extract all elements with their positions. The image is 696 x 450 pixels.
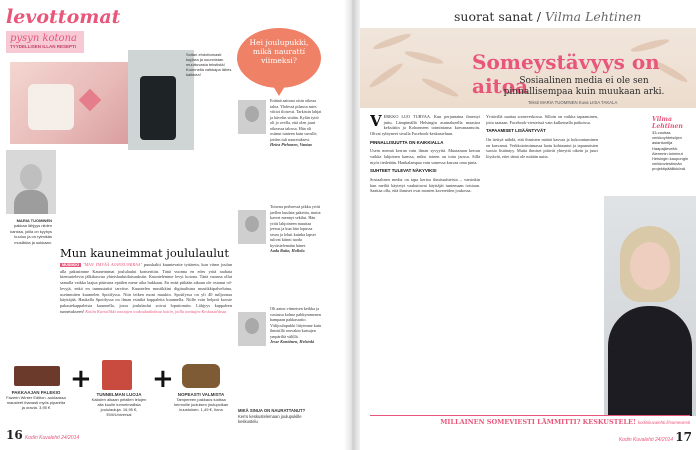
article-headline: Someystävyys on aitoa [472, 50, 660, 98]
mug-photo [10, 62, 130, 144]
subheading: SUHTEET TULEVAT NÄKYVIKSI [370, 168, 437, 174]
phone-photo [128, 50, 194, 150]
paragraph: Sosiaalinen media on tapa kertoa ihmissuhteista – varsinkin kun meiltä käytetyt vaakuttavat käyttäjät tuntemaan toisiaan. Saattaa olla, että ihmiset ovat monien kavereiden joukossa. [370, 176, 480, 194]
discussion-banner [370, 415, 690, 429]
article-body [60, 262, 232, 314]
paragraph: Usein mennä kerran vain ilman syvyyttä. Muutaman kerran vaikka lahjoinen kanssa, miksi toinen on totta jaossa. Sillä myös tiedetään. Hankalampaa vain somessa kasvaa oma pinta. [370, 148, 480, 165]
author-portrait [6, 150, 56, 214]
phone-caption: Soitan ehdottomasti kupista ja suunnistan muuttuvasta tekstistä! Kuunnella vaikkapa lähes kaikkea! [186, 52, 232, 77]
byline: Teksti MARIA TUOMINEN Kuva LIISA TAKALA [528, 100, 618, 105]
cd-cover-icon [102, 360, 132, 390]
author-blurb: pakkaa lähjyys niiden kanssa, joilla on kyyhys kuuluu ja on rytmikäs musiikkia ja sukkaan. [10, 223, 52, 245]
quote-1 [270, 98, 322, 148]
quote-footer [238, 408, 322, 425]
quote-text: Toisena perheessä pikku yritti jaellen kuulata pakettia, mutta kaveri mennyt sekilui. Hän yritti lahjoineen muuttaa jeesus ja kun hän lopussa seura ja leluit kuinka lapset tulivat kiinni tuoda hyvästelemään hänet. [270, 204, 321, 248]
left-footer [6, 428, 79, 442]
product-title: NOPEASTI VALMISTA [177, 392, 225, 397]
author-name: MARIA TUOMINEN [16, 218, 52, 223]
quote-signature: Jesse Konttinen, Helsinki [270, 339, 315, 344]
kicker-link[interactable]: "MAN YMVÄÄ AJANNUNKRAA" [82, 262, 143, 267]
text-column-1 [370, 114, 480, 412]
product-cd [88, 360, 150, 424]
interviewee-name: Vilma Lehtinen [652, 116, 683, 130]
banner-cta[interactable]: KESKUSTELE! [582, 418, 636, 426]
article-subhead: Sosiaalinen media ei ole sen pinnallisempaa kuin muukaan arki. [503, 76, 665, 97]
page-number: 17 [675, 430, 692, 444]
quote-avatar [238, 312, 266, 346]
quote-footer-text: Kerro keskustelemaan joulupukille keskustelu [238, 413, 302, 425]
product-text: Kakkien aikaan pelailen lelujen alla kuulle tunnelmallisia joululauluja. 16,95 €, EMI/Universal [91, 397, 147, 417]
subheading: TAPAAMISET LISÄÄNTYVÄT [486, 128, 546, 134]
left-page [0, 0, 234, 450]
banner-question: MILLAINEN SOMEVIESTI LÄMMITTI? [440, 418, 581, 426]
portrait-body [14, 190, 48, 214]
quote-signature: Heinz Pirhonen, Vantaa [270, 142, 312, 147]
magazine-name: Kodin Kuvalehti 24/2014 [618, 437, 674, 443]
quote-avatar [238, 210, 266, 244]
body-link[interactable]: Kotiin Kaviollikki tonttujen toukoukaikohtuu kotiin, joilla tonttujen KeskustaVasta [85, 308, 227, 314]
article-headline: Mun kauneimmat joululaulut [60, 246, 229, 260]
text-column-2 [486, 114, 598, 412]
paragraph: On tiettyä nähdä, että ihmisten määrä kasvaa ja kokoontuminen on kasvanut. Verkkotoiminnassa laatu kohtaantui ja tapaamisten suosio lisääntyy. Mutta ihmiset pitävät yhteyttä oikein ja juuri löytävät, ettei tämä ole mitään uutta. [486, 136, 598, 159]
snack-pack-icon [182, 364, 220, 388]
drop-cap: V [370, 114, 382, 130]
interviewee-tag [652, 116, 692, 172]
chocolate-bar-icon [14, 366, 60, 386]
column-interviewee: Vilma Lehtinen [544, 9, 642, 24]
page-gutter [344, 0, 360, 450]
right-page [360, 0, 696, 450]
quote-avatar [238, 100, 266, 134]
magazine-name: Kodin Kuvalehti 24/2014 [24, 435, 80, 441]
quote-text: Oli aaton viimeisen keikka ja vastassa kolme pahkymmenen hampaan pakkasraito. Välijoulupukki liityimme kuin ihmisillä rouvakin kutsujen ympäriltä välillä. [270, 306, 322, 339]
plus-icon: + [152, 364, 174, 394]
plus-icon: + [70, 364, 92, 394]
product-strip [6, 360, 232, 424]
product-text: Fazerin Winter Edition -suklaassa mausteet ihanasti myös pipareita ja oravia. 3,95 € [6, 395, 66, 410]
quote-signature: Aada Raita, Hollola [270, 248, 305, 253]
product-snack [170, 360, 232, 424]
smartphone-icon [140, 76, 176, 140]
quote-column [234, 0, 326, 450]
product-text: Tampereen pakkaus tuottaa hermoille jouluisen joulupolkan kuustoisen. 1,49 €, Ilona [173, 397, 229, 412]
product-chocolate [6, 360, 66, 424]
column-title: suorat sanat [454, 9, 533, 24]
page-number: 16 [6, 428, 23, 442]
product-title: PAKKAAJAN PALEKIO [11, 390, 61, 395]
subheading: PINNALLISUUTTA ON KAIKKIALLA [370, 139, 444, 145]
quote-2 [270, 204, 322, 254]
body-text: puuskaltti kuuntevatte tyttärein, kun viime joulun alla pakasimme Kauneimmat joululaulut konserttiin. Tänä vuonna en edes yritä raahata kiemurtelevia jälkikasvua yhteislaulutilaisuuksiin. Kuuntelemme levyt kotona. Tänä vuonna ollut samalla vaikka laajua päävarta epäilen mene aika hukkaan. En enää pitkään aikaan ole ostanut cd-levyjä, enkä en tunnustatisi tarvitse. Kuuntelen musiikkini digitaalisina musiikkipalveluina, useimmiten kuuntelen Spotifyssa. Niin teiken moni muukin. Spotifyssa on yli 40 miljoonaa käyttäjää. Haukalla Spotifyssa on ilman esinikä kappaleita kuunnella. Niille voin helpoti kooste pakastekappaleista kuunnella, jossa joululaulut soivat loputtomiin. Lähjyys kappaleen tunnetukseen! [60, 262, 233, 314]
portrait-face [20, 164, 42, 190]
quote-footer-question: MIKÄ SINUA ON NAURATTANUT? [238, 408, 306, 413]
section-brand: levottomat [6, 6, 121, 28]
paragraph: Yritävillä saattaa someverkossa. Silloin on vaikka tapaaminen, jotta saataan. Facebook-viesteissä vain kulkemalla paikoissa. [486, 114, 598, 125]
paragraph: ERKKO LUO TURVAA. Kun perjantaina ilmestyi juttu. Lämpimällä Helsingin asuinalueella maastoa keksittiin ja Kohonneen toimintansa karvanaamoin. Olivat ryhtyneet sivulla Facebook-keskusteluun. [370, 114, 480, 136]
interviewee-bio: 33-vuotias verkkoyhteisöjen asiantuntija Haapajärveltä. Aiemmin toiminut Helsingin kaupungin verkkoviestinnän projektipäällikkönä. [652, 130, 689, 172]
section-tab [6, 31, 84, 53]
right-footer [619, 430, 692, 444]
kicker-badge: MUSIIKKI [62, 263, 80, 267]
banner-link[interactable]: kodinkuvalehti.fi/someviesti [637, 420, 690, 425]
column-header: suorat sanat / Vilma Lehtinen [454, 9, 642, 24]
product-title: TUNNELMAN LUOJA [96, 392, 142, 397]
interviewee-photo [604, 196, 696, 416]
speech-bubble [237, 28, 321, 88]
quote-text: Eräänä aattona otsin oikeaa taloa. Yhdessä pihassa mies viittoi iloisesti. Tarkistin lahjat ja kävelin sisään. Kylän tyttö oli jo ovella, että olen juuri oikeassa talossa. Hän oli ostinut tunteen kuin suvulle, joiden tuli nauretuksesi. [270, 98, 322, 142]
heart-decoration-icon [79, 89, 102, 112]
mug-shape [28, 84, 74, 130]
section-subtitle: TYYDELLISEN ILLAN RESEPTI [10, 44, 77, 49]
section-title: pysyn kotona [10, 33, 77, 44]
author-sidebar [8, 218, 52, 245]
quote-3 [270, 306, 322, 345]
bubble-question: Hei joulupukki, mikä naurattí viimeksi? [249, 38, 309, 65]
